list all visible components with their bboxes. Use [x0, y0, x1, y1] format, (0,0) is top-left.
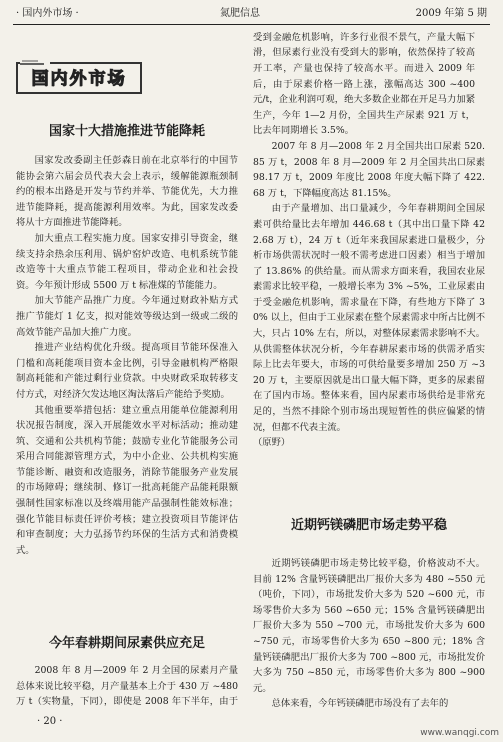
paragraph: 近期钙镁磷肥市场走势比较平稳，价格波动不大。目前 12% 含量钙镁磷肥出厂报价大多为 480 ~550 元（吨价，下同），市场批发价大多为 520 ~600 元，市场零售价大多为 560 ~650 元；15% 含量钙镁磷肥出厂报价大多为 550 ~700 元，市场批发价大多为 600 ~750 元，市场零售价大多为 650 ~800 元；18% 含量钙镁磷肥出厂报价大多为 700 ~800 元，市场批发价大多为 750 ~850 元，市场零售价大多为 800 ~900 元。	[253, 558, 485, 694]
paragraph: 由于产量增加、出口量减少，今年春耕期间全国尿素可供给量比去年增加 446.68 t（其中出口量下降 422.68 万 t），24 万 t（近年来我国尿素进口量极少，分析市场供需状况时一般不需考虑进口因素）相当于增加了 13.86% 的供给量。而从需求方面来看，我国农业尿素需求比较平稳，一般增长率为 3% ~5%，工业尿素由于受金融危机影响，需求量在下降，有些地方下降了 30% 以上，但由于工业尿素在整个尿素需求中所占比例不大，只占 10% 左右，所以，对整体尿素需求影响不大。从供需整体状况分析，今年春耕尿素市场的供需矛盾实际上比去年要大，市场的可供给量要多增加 250 万 ~320 万 t，主要原因就是出口量大幅下降，更多的尿素留在了国内市场。整体来看，国内尿素市场供给是非常充足的，当然不排除个别市场出现短暂性的供应偏紧的情况，但都不代表主流。	[253, 203, 485, 433]
header-section: · 国内外市场 ·	[16, 8, 79, 19]
page-number: · 20 ·	[37, 716, 63, 727]
paragraph: 其他重要举措包括：建立重点用能单位能源利用状况报告制度，深入开展能效水平对标活动；推动建筑、交通和公共机构节能；鼓励专业化节能服务公司采用合同能源管理方式，为中小企业、公共机构实施节能诊断、融资和改造服务，消除节能服务产业发展的市场障碍；继续制、修订一批高耗能产品能耗限额强制性国家标准以及终端用能产品强制性能效标准；强化节能目标责任评价考核；建立投资项目节能评估和审查制度；大力弘扬节约环保的生活方式和消费模式。	[16, 404, 238, 556]
paragraph: 加大节能产品推广力度。今年通过财政补贴方式推广节能灯 1 亿支，拟对能效等级达到一级或二级的高效节能产品加大推广力度。	[16, 295, 238, 338]
paragraph: 总体来看，今年钙镁磷肥市场没有了去年的	[271, 698, 449, 710]
article-body-urea-cont	[253, 30, 485, 508]
paragraph: 2008 年 8 月—2009 年 2 月全国的尿素月产量总体来说比较平稳，月产量基本上介于 430 万 ~480 万 t（实物量，下同），即使是 2008 年下半年，由于	[16, 665, 238, 708]
header-journal: 氮肥信息	[220, 8, 260, 19]
article-body-urea-start	[16, 663, 238, 711]
paragraph: 受到金融危机影响，许多行业很不景气，产量大幅下滑，但尿素行业没有受到大的影响，依然保持了较高开工率，产量也保持了较高水平。而进入 2009 年后，由于尿素价格一路上涨，涨幅高达 300 ~400 元/t，企业利润可观，绝大多数企业都在开足马力加紧生产，今年 1—2 月份，全国共生产尿素 921 万 t，比去年同期增长 3.5%。	[253, 31, 475, 137]
paragraph: 加大重点工程实施力度。国家安排引导资金，继续支持余热余压利用、锅炉窑炉改造、电机系统节能改造等十大重点节能工程项目，带动企业和社会投资。今年预计形成 5500 万 t 标准煤的节能能力。	[16, 232, 238, 291]
header-rule	[13, 24, 490, 25]
article-signature: （原野）	[253, 437, 291, 449]
article-body-energy	[16, 153, 238, 693]
running-header	[0, 0, 503, 26]
banner-deco-icon	[20, 58, 50, 66]
paragraph: 推进产业结构优化升级。提高项目节能环保准入门槛和高耗能项目资本金比例，引导金融机构严格限制高耗能和产能过剩行业贷款。中央财政采取转移支付方式，对经济欠发达地区淘汰落后产能给予奖励。	[16, 342, 238, 400]
article-title-phosphate: 近期钙镁磷肥市场走势平稳	[290, 518, 447, 533]
article-title-energy: 国家十大措施推进节能降耗	[48, 124, 205, 139]
article-body-phosphate	[253, 556, 485, 736]
header-issue: 2009 年第 5 期	[415, 8, 487, 19]
paragraph: 国家发改委副主任彭森日前在北京举行的中国节能协会第六届会员代表大会上表示，缓解能源瓶颈制约的根本出路是开发与节约并举、节能优先，大力推进节能降耗，提高能源利用效率。为此，国家发改委将从十方面推进节能降耗。	[16, 155, 238, 229]
banner-text: 国内外市场	[31, 69, 127, 89]
section-banner	[16, 62, 142, 94]
article-title-urea: 今年春耕期间尿素供应充足	[48, 636, 205, 651]
paragraph: 2007 年 8 月—2008 年 2 月全国共出口尿素 520.85 万 t，2008 年 8 月—2009 年 2 月全国共出口尿素 98.17 万 t，2009 年度比 2008 年度大幅下降了 422.68 万 t，下降幅度高达 81.15%。	[253, 140, 485, 199]
watermark: www.wanqgi.com	[420, 728, 499, 738]
